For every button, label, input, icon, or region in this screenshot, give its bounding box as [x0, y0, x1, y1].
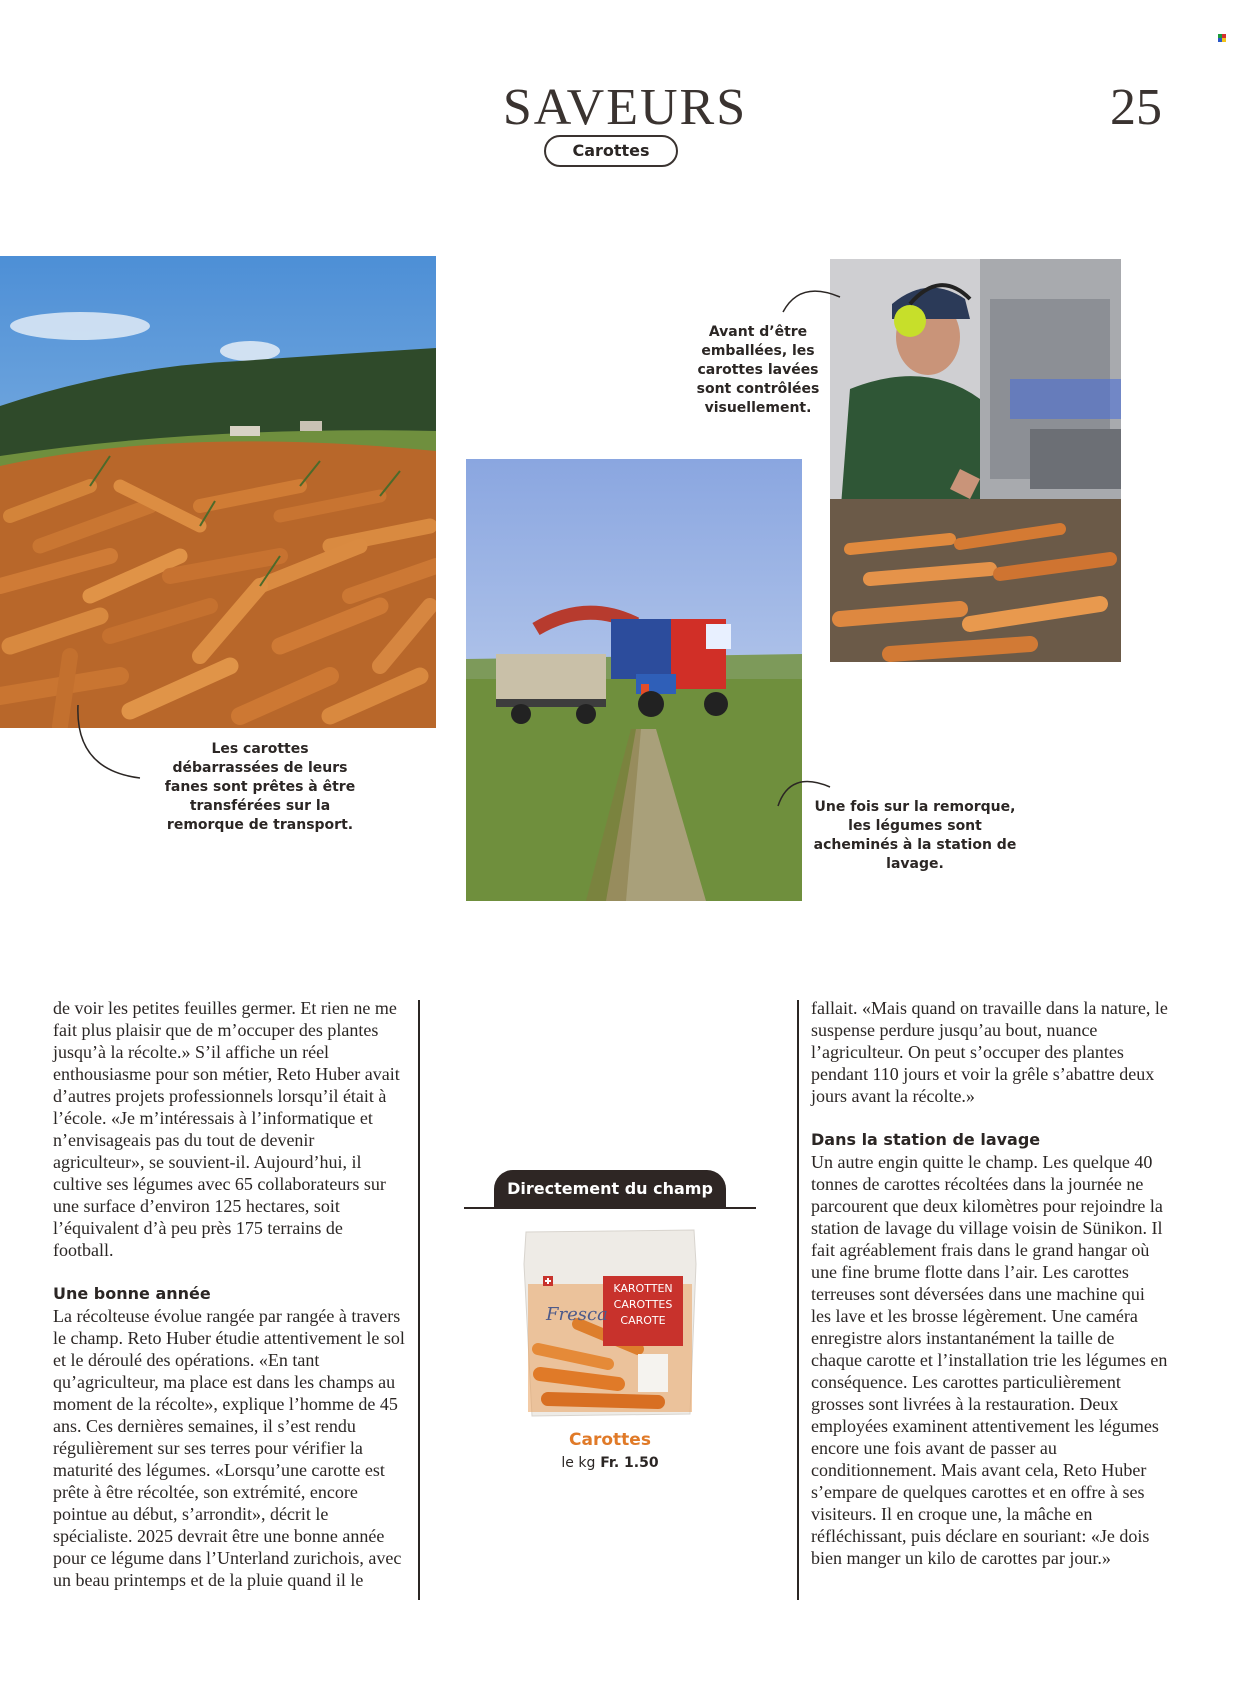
package-line-2: CAROTTES — [613, 1298, 673, 1311]
product-package-image — [518, 1224, 702, 1420]
product-price: Fr. 1.50 — [600, 1455, 659, 1471]
column-divider-left — [418, 1000, 420, 1600]
article-paragraph: fallait. «Mais quand on travaille dans la nature, le suspense perdure jusqu’au bout, nuance l’agriculteur. On peut s’occuper des plantes pendant 110 jours et voir la grêle s’abattre deux jours avant la récolte.» — [811, 998, 1168, 1106]
promo-rule — [464, 1207, 756, 1209]
article-paragraph: Un autre engin quitte le champ. Les quelque 40 tonnes de carottes récoltées dans la journée ne parcourent que deux kilomètres pour rejoindre la station de lavage du village voisin de Sünikon. Il fait agréablement frais dans le grand hangar où une fine brume flotte dans l’air. Les carottes terreuses sont déversées dans une machine qui les lave et les brosse légèrement. Une caméra enregistre alors instantanément la taille de chaque carotte et l’installation trie les légumes en conséquence. Les carottes particulièrement grosses sont livrées à la restauration. Deux employées examinent attentivement les légumes encore une fois avant de passer au conditionnement. Mais avant cela, Reto Huber s’empare de quelques carottes et en offre à ses visiteurs. Il en croque une, la mâche en réfléchissant, puis déclare en souriant: «Je dois bien manger un kilo de carottes par jour.» — [811, 1152, 1168, 1568]
article-column-right — [811, 997, 1168, 1569]
product-price-line — [464, 1455, 756, 1471]
caption-carrot-pile: Les carottes débarrassées de leurs fanes sont prêtes à être transférées sur la remorque de transport. — [164, 741, 356, 833]
product-unit: le kg — [561, 1455, 596, 1471]
promo-tab: Directement du champ — [494, 1170, 726, 1207]
topic-pill: Carottes — [544, 135, 678, 167]
package-line-1: KAROTTEN — [613, 1282, 673, 1295]
column-divider-right — [797, 1000, 799, 1600]
product-name: Carottes — [569, 1430, 651, 1450]
subheading-bonne-annee: Une bonne année — [53, 1284, 211, 1303]
article-column-left — [53, 997, 407, 1591]
caption-washed-check: Avant d’être emballées, les carottes lavées sont contrôlées visuellement. — [696, 324, 820, 416]
article-paragraph: de voir les petites feuilles germer. Et rien ne me fait plus plaisir que de m’occuper des plantes jusqu’à la récolte.» S’il affiche un réel enthousiasme pour son métier, Reto Huber avait d’autres projets professionnels lorsqu’il était à l’école. «Je m’intéressais à l’informatique et n’envisageais pas du tout de devenir agriculteur», se souvient-il. Aujourd’hui, il cultive ses légumes avec 65 collaborateurs sur une surface d’environ 125 hectares, soit l’équivalent d’à peu près 175 terrains de football. — [53, 998, 400, 1260]
section-title: SAVEURS — [502, 79, 748, 136]
page-number: 25 — [1110, 79, 1162, 136]
package-brand: Fresca — [546, 1304, 608, 1325]
article-paragraph: La récolteuse évolue rangée par rangée à travers le champ. Reto Huber étudie attentivement le sol et le déroulé des opérations. «En tant qu’agriculteur, ma place est dans les champs au moment de la récolte», explique l’homme de 45 ans. Ces dernières semaines, il s’est rendu régulièrement sur ses terres pour vérifier la maturité des légumes. «Lorsqu’une carotte est prête à être récoltée, son extrémité, encore pointue au début, s’arrondit», décrit le spécialiste. 2025 devrait être une bonne année pour ce légume dans l’Unterland zurichois, avec un beau printemps et de la pluie quand il le — [53, 1306, 405, 1590]
caption-trailer: Une fois sur la remorque, les légumes sont acheminés à la station de lavage. — [813, 799, 1017, 872]
subheading-station-lavage: Dans la station de lavage — [811, 1130, 1041, 1149]
package-line-3: CAROTE — [620, 1314, 666, 1327]
